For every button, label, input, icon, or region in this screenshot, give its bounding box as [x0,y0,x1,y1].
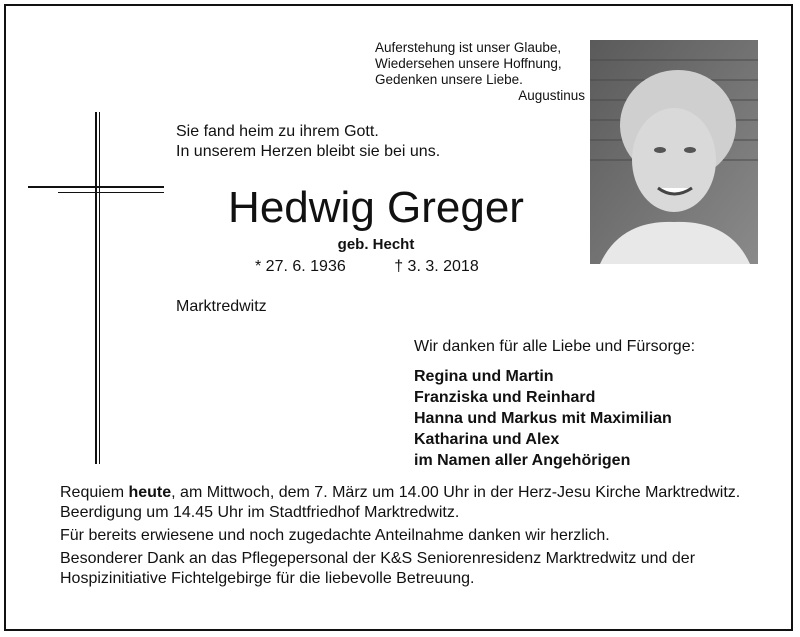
requiem-details: , am Mittwoch, dem 7. März um 14.00 Uhr in der Herz-Jesu Kirche Marktredwitz. Beerdigung um 14.45 Uhr im Stadtfriedhof Marktredwitz. [60,484,741,521]
requiem-prefix: Requiem [60,484,125,501]
deceased-name: Hedwig Greger [228,183,524,232]
birth-name: geb. Hecht [337,236,415,253]
mourner: Katharina und Alex [414,431,560,448]
quote-block [375,40,585,104]
intro-line-2: In unserem Herzen bleibt sie bei uns. [176,143,441,160]
portrait-photo [590,40,758,264]
quote-attribution: Augustinus [518,88,585,103]
intro-line-1: Sie fand heim zu ihrem Gott. [176,123,379,140]
quote-line: Auferstehung ist unser Glaube, [375,40,562,55]
special-thanks-paragraph: Besonderer Dank an das Pflegepersonal der K&S Seniorenresidenz Marktredwitz und der Hospizinitiative Fichtelgebirge für die liebevolle Betreuung. [60,550,696,587]
mourner: Hanna und Markus mit Maximilian [414,410,672,427]
quote-line: Wiedersehen unsere Hoffnung, [375,56,562,71]
portrait-image [590,40,758,264]
mourner: im Namen aller Angehörigen [414,452,631,469]
sympathy-paragraph: Für bereits erwiesene und noch zugedachte Anteilnahme danken wir herzlich. [60,527,610,544]
life-dates [255,258,479,276]
birth-date: * 27. 6. 1936 [255,258,346,275]
death-date: † 3. 3. 2018 [394,258,479,275]
requiem-paragraph [60,483,750,523]
service-notice [60,483,750,592]
place-name: Marktredwitz [176,298,267,315]
mourners-list [414,366,672,471]
quote-line: Gedenken unsere Liebe. [375,72,523,87]
thanks-heading: Wir danken für alle Liebe und Fürsorge: [414,338,696,355]
mourner: Regina und Martin [414,368,554,385]
mourner: Franziska und Reinhard [414,389,596,406]
requiem-day: heute [128,484,172,501]
cross-icon [28,112,168,464]
intro-text [176,122,440,162]
